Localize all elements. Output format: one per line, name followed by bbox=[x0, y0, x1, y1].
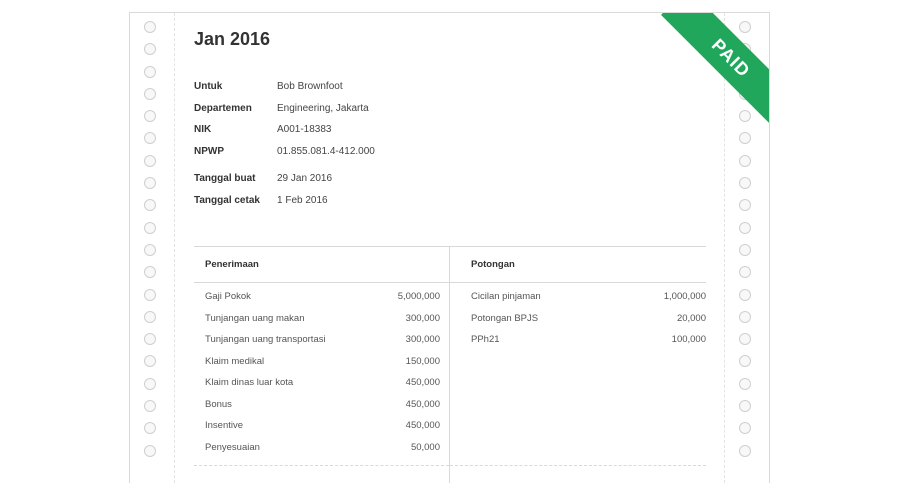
punch-hole bbox=[144, 378, 156, 390]
punch-hole bbox=[144, 132, 156, 144]
detail-label: NPWP bbox=[194, 145, 224, 157]
item-name: Tunjangan uang transportasi bbox=[205, 334, 326, 345]
item-amount: 450,000 bbox=[405, 420, 440, 431]
date-value: 29 Jan 2016 bbox=[277, 173, 333, 185]
punch-hole bbox=[144, 355, 156, 367]
detail-value: A001-18383 bbox=[277, 124, 332, 136]
earnings-column bbox=[194, 247, 450, 483]
detail-row bbox=[194, 119, 375, 141]
punch-hole bbox=[739, 199, 751, 211]
punch-hole bbox=[144, 445, 156, 457]
item-name: Gaji Pokok bbox=[205, 291, 251, 302]
deductions-item bbox=[450, 333, 706, 355]
item-amount: 300,000 bbox=[405, 312, 440, 324]
punch-hole bbox=[144, 333, 156, 345]
detail-value: 01.855.081.4-412.000 bbox=[277, 145, 375, 157]
detail-value: Bob Brownfoot bbox=[277, 81, 343, 93]
punch-hole bbox=[144, 155, 156, 167]
punch-hole bbox=[739, 378, 751, 390]
item-amount: 450,000 bbox=[405, 377, 440, 388]
payslip-period-title: Jan 2016 bbox=[194, 29, 271, 49]
detail-label: NIK bbox=[194, 124, 212, 136]
item-amount: 20,000 bbox=[676, 312, 706, 324]
punch-hole bbox=[739, 333, 751, 345]
punch-hole bbox=[739, 311, 751, 323]
item-name: Cicilan pinjaman bbox=[471, 291, 541, 302]
punch-hole bbox=[739, 422, 751, 434]
item-amount: 50,000 bbox=[410, 441, 440, 453]
punch-hole bbox=[144, 222, 156, 234]
deductions-item bbox=[450, 290, 706, 312]
detail-label: Untuk bbox=[194, 81, 223, 93]
punch-hole bbox=[144, 400, 156, 412]
item-name: PPh21 bbox=[471, 334, 500, 345]
punch-hole bbox=[739, 244, 751, 256]
employee-details bbox=[194, 76, 375, 162]
earnings-item bbox=[194, 376, 449, 398]
punch-hole bbox=[144, 110, 156, 122]
table-bottom-rule bbox=[194, 465, 449, 466]
item-name: Klaim dinas luar kota bbox=[205, 377, 294, 388]
earnings-item bbox=[194, 441, 449, 463]
earnings-item bbox=[194, 355, 449, 377]
earnings-header: Penerimaan bbox=[194, 247, 449, 283]
punch-hole bbox=[739, 222, 751, 234]
deductions-column bbox=[450, 247, 706, 483]
item-amount: 100,000 bbox=[671, 334, 706, 345]
date-label: Tanggal buat bbox=[194, 173, 256, 185]
punch-hole bbox=[144, 21, 156, 33]
deductions-header: Potongan bbox=[450, 247, 706, 283]
item-name: Penyesuaian bbox=[205, 441, 260, 453]
item-amount: 300,000 bbox=[405, 334, 440, 345]
date-value: 1 Feb 2016 bbox=[277, 194, 328, 206]
punch-hole bbox=[739, 355, 751, 367]
detail-label: Departemen bbox=[194, 102, 252, 114]
paid-ribbon bbox=[659, 13, 769, 123]
punch-hole bbox=[144, 311, 156, 323]
item-amount: 1,000,000 bbox=[663, 291, 706, 302]
punch-hole bbox=[144, 244, 156, 256]
punch-hole bbox=[739, 132, 751, 144]
punch-hole bbox=[144, 422, 156, 434]
punch-hole bbox=[144, 177, 156, 189]
item-name: Tunjangan uang makan bbox=[205, 312, 305, 324]
earnings-item bbox=[194, 333, 449, 355]
date-row bbox=[194, 190, 332, 212]
punch-holes-left bbox=[144, 21, 160, 467]
punch-hole bbox=[144, 43, 156, 55]
detail-row bbox=[194, 76, 375, 98]
item-name: Klaim medikal bbox=[205, 355, 265, 367]
punch-hole bbox=[739, 400, 751, 412]
earnings-item bbox=[194, 398, 449, 420]
date-label: Tanggal cetak bbox=[194, 194, 260, 206]
punch-hole bbox=[144, 289, 156, 301]
item-amount: 5,000,000 bbox=[397, 291, 440, 302]
salary-breakdown-table bbox=[194, 246, 706, 483]
punch-hole bbox=[739, 445, 751, 457]
document-dates bbox=[194, 168, 332, 211]
perforation-line-left bbox=[174, 13, 175, 483]
table-bottom-rule bbox=[450, 465, 706, 466]
detail-row bbox=[194, 98, 375, 120]
date-row bbox=[194, 168, 332, 190]
punch-hole bbox=[144, 88, 156, 100]
payslip-sheet bbox=[129, 12, 770, 483]
detail-row bbox=[194, 141, 375, 163]
item-name: Potongan BPJS bbox=[471, 312, 539, 324]
punch-hole bbox=[144, 66, 156, 78]
punch-hole bbox=[739, 177, 751, 189]
earnings-item bbox=[194, 312, 449, 334]
deductions-item bbox=[450, 312, 706, 334]
item-amount: 150,000 bbox=[405, 355, 440, 367]
detail-value: Engineering, Jakarta bbox=[277, 102, 369, 114]
paid-ribbon-label: PAID bbox=[661, 13, 769, 123]
earnings-item bbox=[194, 290, 449, 312]
punch-hole bbox=[739, 266, 751, 278]
punch-hole bbox=[144, 199, 156, 211]
item-name: Insentive bbox=[205, 420, 244, 431]
punch-hole bbox=[739, 155, 751, 167]
item-amount: 450,000 bbox=[405, 398, 440, 410]
punch-hole bbox=[144, 266, 156, 278]
earnings-item bbox=[194, 419, 449, 441]
item-name: Bonus bbox=[205, 398, 232, 410]
punch-hole bbox=[739, 289, 751, 301]
